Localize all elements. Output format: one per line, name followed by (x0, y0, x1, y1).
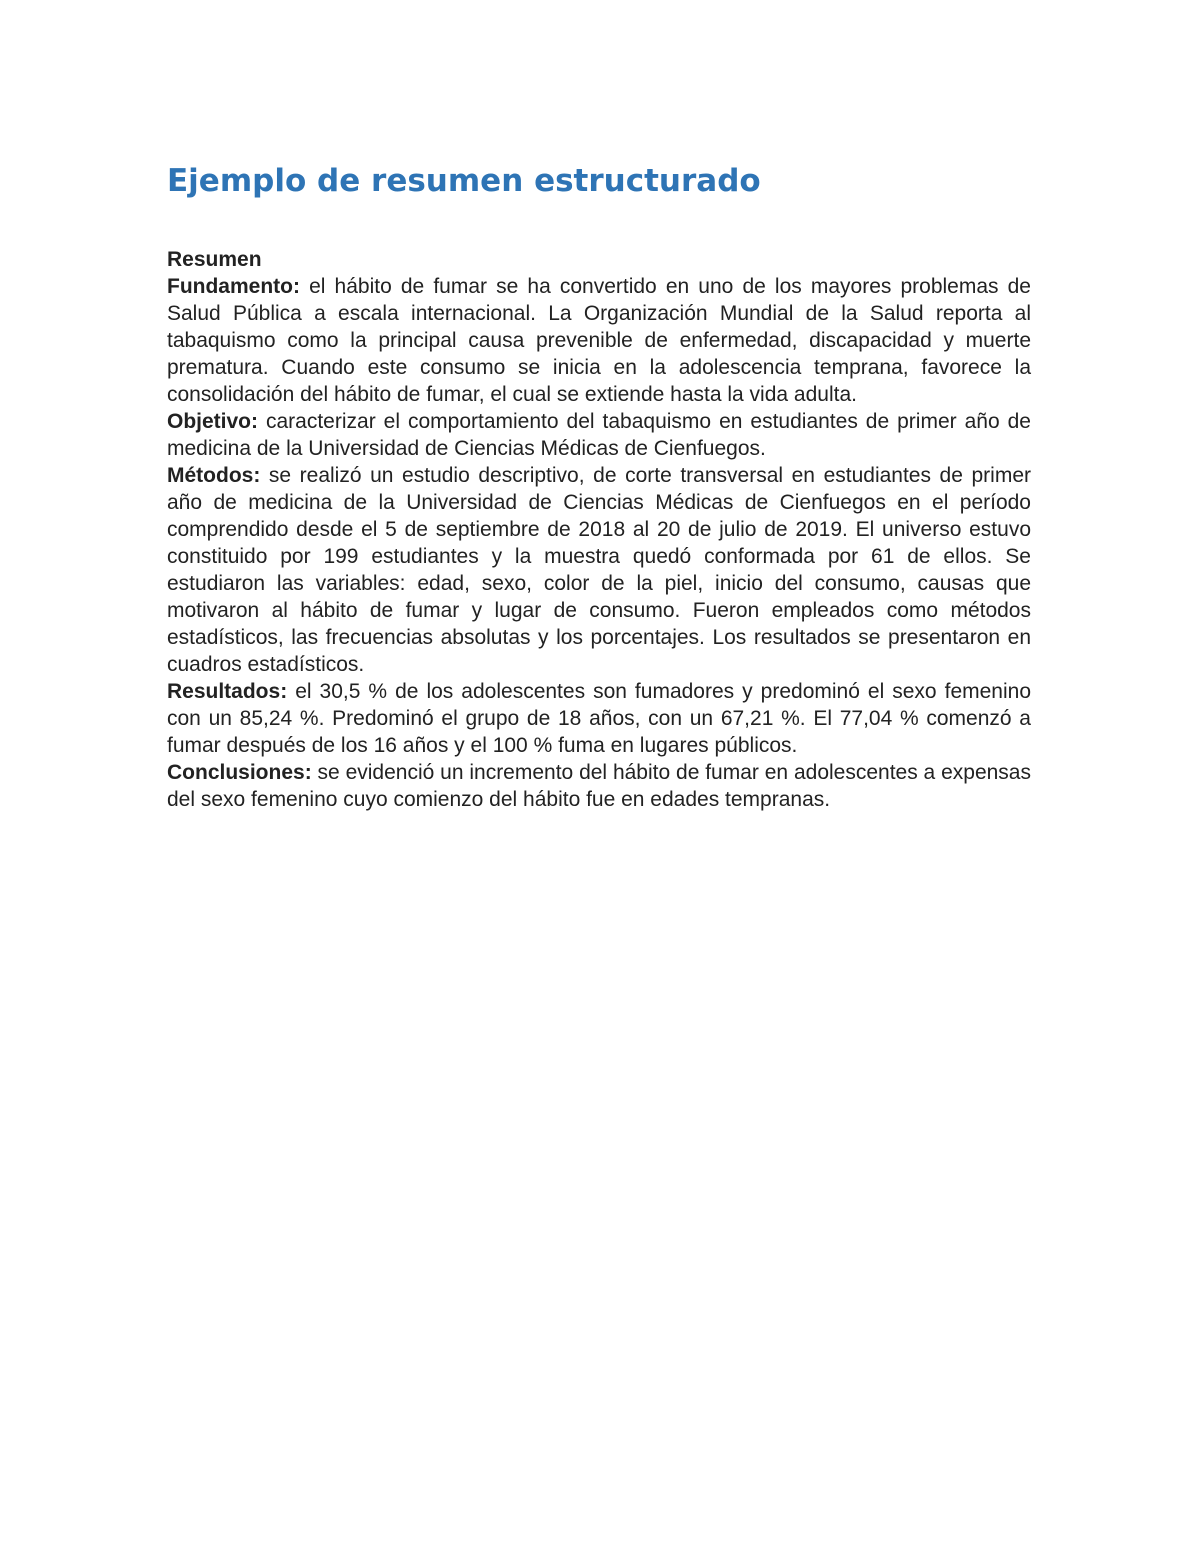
section-text: se realizó un estudio descriptivo, de corte transversal en estudiantes de primer año de medicina de la Universidad de Ciencias Médicas de Cienfuegos en el período comprendido desde el 5 de septiembre de 2018 al 20 de julio de 2019. El universo estuvo constituido por 199 estudiantes y la muestra quedó conformada por 61 de ellos. Se estudiaron las variables: edad, sexo, color de la piel, inicio del consumo, causas que motivaron al hábito de fumar y lugar de consumo. Fueron empleados como métodos estadísticos, las frecuencias absolutas y los porcentajes. Los resultados se presentaron en cuadros estadísticos. (167, 464, 1031, 676)
section-objetivo (167, 408, 1031, 462)
section-label: Objetivo: (167, 410, 259, 433)
section-text: el hábito de fumar se ha convertido en uno de los mayores problemas de Salud Pública a escala internacional. La Organización Mundial de la Salud reporta al tabaquismo como la principal causa prevenible de enfermedad, discapacidad y muerte prematura. Cuando este consumo se inicia en la adolescencia temprana, favorece la consolidación del hábito de fumar, el cual se extiende hasta la vida adulta. (167, 275, 1031, 406)
section-label: Fundamento: (167, 275, 300, 298)
section-label: Conclusiones: (167, 761, 312, 784)
section-label: Resultados: (167, 680, 288, 703)
section-text: el 30,5 % de los adolescentes son fumadores y predominó el sexo femenino con un 85,24 %. Predominó el grupo de 18 años, con un 67,21 %. El 77,04 % comenzó a fumar después de los 16 años y el 100 % fuma en lugares públicos. (167, 680, 1031, 757)
document-content (167, 160, 1031, 813)
section-label: Métodos: (167, 464, 261, 487)
section-text: se evidenció un incremento del hábito de fumar en adolescentes a expensas del sexo femenino cuyo comienzo del hábito fue en edades tempranas. (167, 761, 1031, 811)
section-resultados (167, 678, 1031, 759)
section-conclusiones (167, 759, 1031, 813)
document-title: Ejemplo de resumen estructurado (167, 163, 761, 199)
section-metodos (167, 462, 1031, 678)
summary-heading: Resumen (167, 248, 262, 271)
section-text: caracterizar el comportamiento del tabaquismo en estudiantes de primer año de medicina de la Universidad de Ciencias Médicas de Cienfuegos. (167, 410, 1031, 460)
section-fundamento (167, 273, 1031, 408)
